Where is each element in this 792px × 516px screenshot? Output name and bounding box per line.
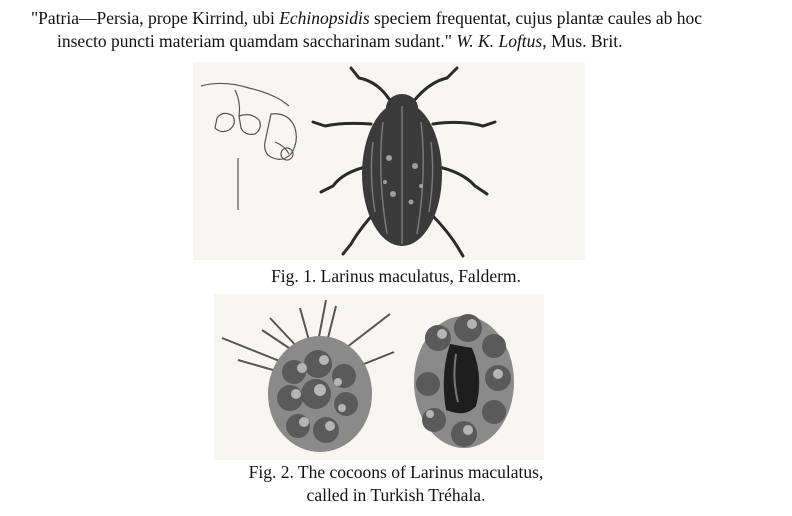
quote-line2-start: insecto puncti materiam quamdam saccharinam sudant."	[57, 31, 457, 51]
figure-2-caption	[0, 461, 792, 507]
quote-line2	[31, 30, 771, 53]
quote-paragraph	[31, 7, 771, 53]
figure-2-caption-line1: Fig. 2. The cocoons of Larinus maculatus,	[248, 462, 544, 482]
quote-line1-end: speciem frequentat, cujus plantæ caules ab hoc	[369, 8, 703, 28]
quote-author-italic: W. K. Loftus	[456, 31, 543, 51]
quote-line1-start: "Patria—Persia, prope Kirrind, ubi	[31, 8, 280, 28]
quote-line2-end: , Mus. Brit.	[542, 31, 623, 51]
figure-2-illustration	[214, 294, 544, 460]
figure-1-caption: Fig. 1. Larinus maculatus, Falderm.	[271, 266, 521, 286]
figure-2-caption-line2: called in Turkish Tréhala.	[306, 485, 486, 505]
quote-genus-italic: Echinopsidis	[279, 8, 370, 28]
figure-1-illustration	[193, 62, 585, 260]
